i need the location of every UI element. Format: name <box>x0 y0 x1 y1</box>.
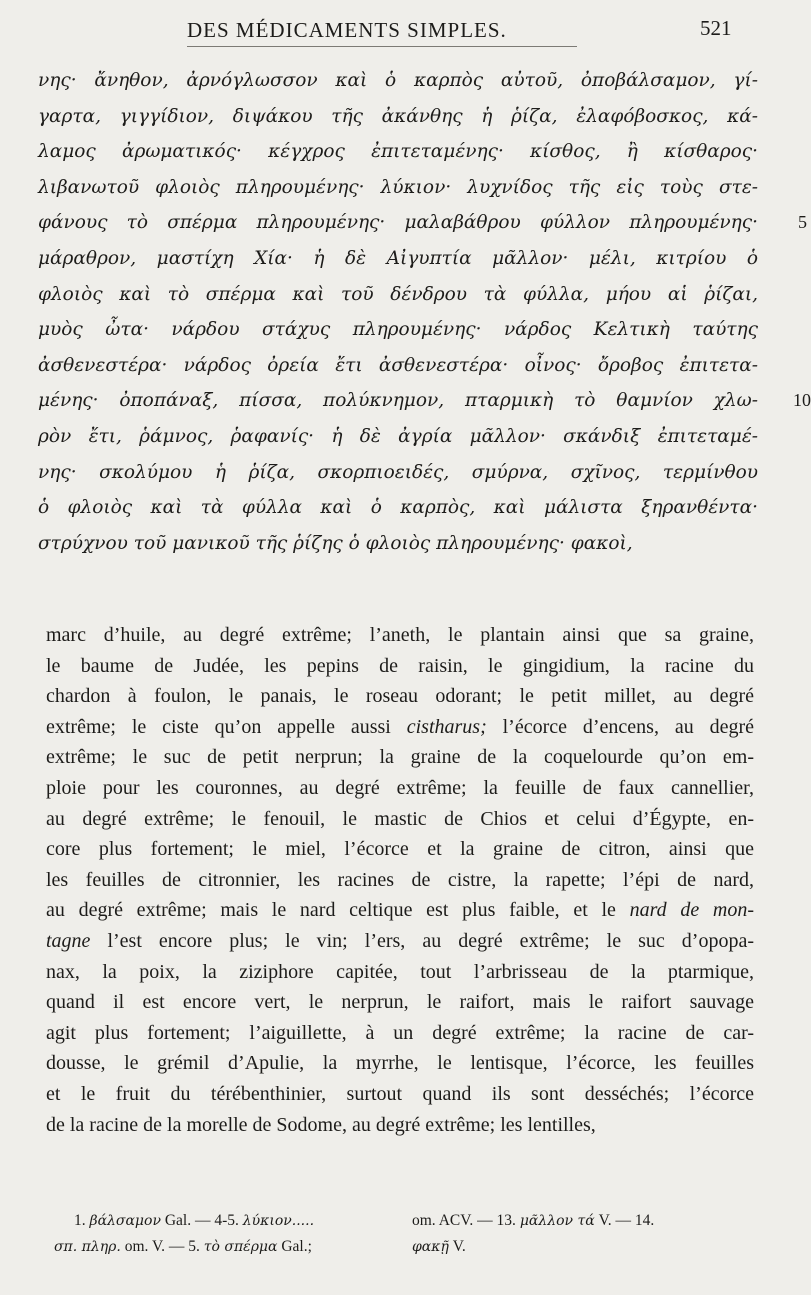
running-title: DES MÉDICAMENTS SIMPLES. <box>187 18 507 42</box>
apparatus-greek: λύκιον..... <box>242 1213 315 1229</box>
greek-line-text: λαμος ἀρωματικός· κέγχρος ἐπιτεταμένης· κίσθος, ἢ κίσθαρος· <box>38 141 758 163</box>
french-line-text: de la racine de la morelle de Sodome, au degré extrême; les lentilles, <box>46 1113 596 1136</box>
greek-line <box>38 205 807 241</box>
french-line <box>46 987 754 1018</box>
greek-line-text: νης· σκολύμου ἡ ῥίζα, σκορπιοειδές, σμύρνα, σχῖνος, τερμίνθου <box>38 461 758 483</box>
greek-line <box>38 312 758 348</box>
italic-term: cistharus; <box>406 715 487 738</box>
greek-line-text: φάνους τὸ σπέρμα πληρουμένης· μαλαβάθρου φύλλον πληρουμένης· <box>38 212 758 234</box>
greek-line-text: ὁ φλοιὸς καὶ τὰ φύλλα καὶ ὁ καρπὸς, καὶ μάλιστα ξηρανθέντα· <box>38 497 758 519</box>
french-line-text: marc d’huile, au degré extrême; l’aneth, le plantain ainsi que sa graine, <box>46 624 754 646</box>
line-number: 5 <box>798 212 807 233</box>
french-line-text: au degré extrême; mais le nard celtique est plus faible, et le <box>46 899 630 922</box>
french-line <box>46 620 754 651</box>
greek-line <box>38 63 758 99</box>
greek-line <box>38 241 758 277</box>
greek-line-text: φλοιὸς καὶ τὸ σπέρμα καὶ τοῦ δένδρου τὰ φύλλα, μήου αἱ ῥίζαι, <box>38 283 758 305</box>
greek-line <box>38 134 758 170</box>
french-line <box>46 1079 754 1110</box>
critical-apparatus <box>54 1208 754 1260</box>
french-line <box>46 1048 754 1079</box>
apparatus-line <box>54 1234 754 1260</box>
greek-line <box>38 490 758 526</box>
french-line-text: extrême; le suc de petit nerprun; la graine de la coquelourde qu’on em- <box>46 746 754 769</box>
apparatus-line <box>54 1208 754 1234</box>
apparatus-greek: μᾶλλον τά <box>519 1213 595 1229</box>
french-line-text: agit plus fortement; l’aiguillette, à un degré extrême; la racine de car- <box>46 1021 754 1044</box>
greek-line <box>38 348 758 384</box>
french-translation-block <box>46 620 754 1140</box>
french-line <box>46 681 754 712</box>
french-line-text: l’écorce d’encens, au degré <box>486 715 755 738</box>
greek-line <box>38 383 811 419</box>
greek-line-text: γαρτα, γιγγίδιον, διψάκου τῆς ἀκάνθης ἡ ῥίζα, ἐλαφόβοσκος, κά- <box>38 105 758 127</box>
french-line-text: core plus fortement; le miel, l’écorce et la graine de citron, ainsi que <box>46 838 754 861</box>
apparatus-greek: τὸ σπέρμα <box>203 1239 278 1255</box>
greek-line-text: μένης· ὀποπάναξ, πίσσα, πολύκνημον, πταρμικὴ τὸ θαμνίον χλω- <box>38 390 758 412</box>
greek-line-text: στρύχνου τοῦ μανικοῦ τῆς ῥίζης ὁ φλοιὸς πληρουμένης· φακοὶ, <box>38 532 633 554</box>
greek-line-text: ρὸν ἔτι, ῥάμνος, ῥαφανίς· ἡ δὲ ἀγρία μᾶλλον· σκάνδιξ ἐπιτεταμέ- <box>38 425 758 447</box>
french-line-text: au degré extrême; le fenouil, le mastic de Chios et celui d’Égypte, en- <box>46 807 754 830</box>
french-line <box>46 742 754 773</box>
greek-line <box>38 170 758 206</box>
french-line <box>46 1110 754 1141</box>
french-line-text: quand il est encore vert, le nerprun, le raifort, mais le raifort sauvage <box>46 991 754 1014</box>
greek-line-text: λιβανωτοῦ φλοιὸς πληρουμένης· λύκιον· λυχνίδος τῆς εἰς τοὺς στε- <box>38 176 758 198</box>
apparatus-note: V. <box>452 1238 466 1255</box>
greek-line <box>38 277 758 313</box>
apparatus-ref: 1. <box>74 1212 86 1229</box>
french-line <box>46 957 754 988</box>
apparatus-note: Gal. — 4-5. <box>164 1212 239 1229</box>
french-line-text: nax, la poix, la ziziphore capitée, tout l’arbrisseau de la ptarmique, <box>46 960 754 983</box>
apparatus-note: Gal.; <box>281 1238 312 1255</box>
french-line <box>46 773 754 804</box>
header-rule <box>187 46 577 47</box>
french-line-text: les feuilles de citronnier, les racines de cistre, la rapette; l’épi de nard, <box>46 868 754 891</box>
apparatus-note: om. V. — 5. <box>124 1238 200 1255</box>
french-line <box>46 712 754 743</box>
page-number: 521 <box>700 16 732 40</box>
french-line-text: le baume de Judée, les pepins de raisin, le gingidium, la racine du <box>46 654 754 677</box>
french-line <box>46 834 754 865</box>
greek-line <box>38 455 758 491</box>
line-number: 10 <box>793 390 811 411</box>
french-line <box>46 1018 754 1049</box>
french-line-text: dousse, le grémil d’Apulie, la myrrhe, le lentisque, l’écorce, les feuilles <box>46 1052 754 1075</box>
apparatus-greek: βάλσαμον <box>89 1213 161 1229</box>
italic-term: tagne <box>46 929 91 952</box>
french-line-text: chardon à foulon, le panais, le roseau odorant; le petit millet, au degré <box>46 685 754 708</box>
french-line <box>46 651 754 682</box>
greek-line-text: μάραθρον, μαστίχη Χία· ἡ δὲ Αἰγυπτία μᾶλλον· μέλι, κιτρίου ὁ <box>38 247 758 269</box>
greek-line <box>38 419 758 455</box>
french-line <box>46 865 754 896</box>
french-line <box>46 804 754 835</box>
greek-line <box>38 526 758 562</box>
french-line <box>46 926 754 957</box>
apparatus-greek: φακῇ <box>412 1239 449 1255</box>
apparatus-note: V. — 14. <box>598 1212 655 1229</box>
greek-line <box>38 99 758 135</box>
french-line <box>46 895 754 926</box>
french-line-text: et le fruit du térébenthinier, surtout quand ils sont desséchés; l’écorce <box>46 1082 754 1105</box>
italic-term: nard de mon- <box>629 899 755 922</box>
apparatus-note: om. ACV. — 13. <box>412 1212 516 1229</box>
french-line-text: ploie pour les couronnes, au degré extrême; la feuille de faux cannellier, <box>46 776 754 799</box>
french-line-text: l’est encore plus; le vin; l’ers, au degré extrême; le suc d’opopa- <box>90 929 754 952</box>
greek-text-block <box>38 63 811 561</box>
french-line-text: extrême; le ciste qu’on appelle aussi <box>46 715 407 738</box>
apparatus-greek: σπ. πληρ. <box>54 1239 121 1255</box>
greek-line-text: μυὸς ὦτα· νάρδου στάχυς πληρουμένης· νάρδος Κελτικὴ ταύτης <box>38 319 758 341</box>
greek-line-text: ἀσθενεστέρα· νάρδος ὀρεία ἔτι ἀσθενεστέρα· οἶνος· ὄροβος ἐπιτετα- <box>38 354 758 376</box>
greek-line-text: νης· ἄνηθον, ἀρνόγλωσσον καὶ ὁ καρπὸς αὐτοῦ, ὀποβάλσαμον, γί- <box>38 70 758 91</box>
